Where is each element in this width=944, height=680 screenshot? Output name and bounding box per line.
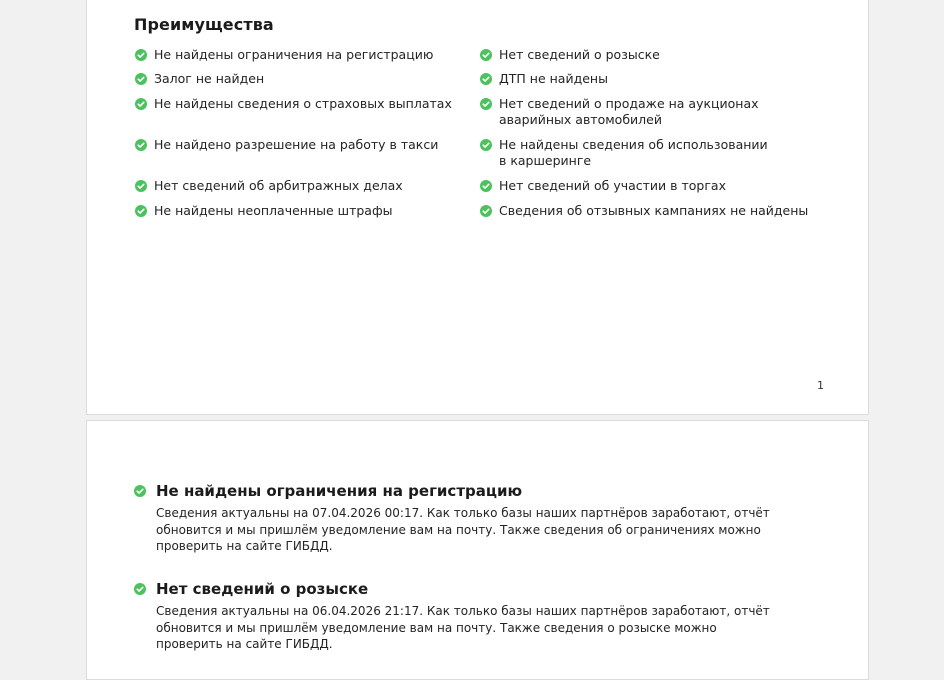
advantage-item-label: Не найдены сведения об использовании в каршеринге: [499, 137, 768, 168]
section-title-advantages: Преимущества: [134, 15, 274, 34]
report-page-1: [86, 0, 869, 415]
advantage-item-label: Не найдено разрешение на работу в такси: [154, 137, 439, 152]
check-circle-icon: [480, 180, 492, 192]
advantage-item: [135, 203, 465, 219]
report-page-2: [86, 420, 869, 680]
advantage-item: [480, 137, 775, 169]
detail-text: Сведения актуальны на 07.04.2026 00:17. Как только базы наших партнёров заработают, отчёт обновится и мы пришлём уведомление вам на почту. Также сведения об ограничениях можно проверить на сайте ГИБДД.: [156, 506, 770, 553]
advantage-item-label: Сведения об отзывных кампаниях не найдены: [499, 203, 809, 218]
advantage-item-label: Залог не найден: [154, 71, 265, 86]
check-circle-icon: [134, 583, 146, 595]
detail-heading: [134, 579, 776, 599]
check-circle-icon: [480, 73, 492, 85]
detail-heading-label: Нет сведений о розыске: [156, 580, 369, 598]
check-circle-icon: [135, 73, 147, 85]
detail-section-registration: [134, 481, 776, 555]
detail-section-wanted: [134, 579, 776, 653]
advantage-item: [480, 178, 810, 194]
page-number: 1: [817, 379, 824, 392]
check-circle-icon: [134, 485, 146, 497]
advantage-item-label: Нет сведений об арбитражных делах: [154, 178, 403, 193]
advantage-item: [135, 96, 465, 112]
advantage-item-label: Не найдены ограничения на регистрацию: [154, 47, 434, 62]
advantage-item: [480, 47, 810, 63]
advantage-item: [480, 203, 825, 219]
advantage-item-label: Нет сведений о продаже на аукционах аварийных автомобилей: [499, 96, 759, 127]
advantage-item: [480, 71, 810, 87]
advantage-item-label: Нет сведений об участии в торгах: [499, 178, 726, 193]
advantage-item-label: Не найдены сведения о страховых выплатах: [154, 96, 452, 111]
check-circle-icon: [480, 205, 492, 217]
check-circle-icon: [135, 139, 147, 151]
check-circle-icon: [135, 180, 147, 192]
detail-text: Сведения актуальны на 06.04.2026 21:17. Как только базы наших партнёров заработают, отчёт обновится и мы пришлём уведомление вам на почту. Также сведения о розыске можно проверить на сайте ГИБДД.: [156, 604, 770, 651]
advantage-item: [135, 47, 465, 63]
advantage-item: [135, 137, 465, 153]
advantage-item-label: Не найдены неоплаченные штрафы: [154, 203, 393, 218]
check-circle-icon: [135, 98, 147, 110]
check-circle-icon: [480, 98, 492, 110]
advantage-item-label: ДТП не найдены: [499, 71, 608, 86]
advantage-item-label: Нет сведений о розыске: [499, 47, 660, 62]
check-circle-icon: [480, 49, 492, 61]
check-circle-icon: [480, 139, 492, 151]
detail-heading: [134, 481, 776, 501]
advantage-item: [135, 71, 465, 87]
check-circle-icon: [135, 49, 147, 61]
detail-heading-label: Не найдены ограничения на регистрацию: [156, 482, 523, 500]
check-circle-icon: [135, 205, 147, 217]
advantage-item: [135, 178, 465, 194]
advantage-item: [480, 96, 825, 128]
